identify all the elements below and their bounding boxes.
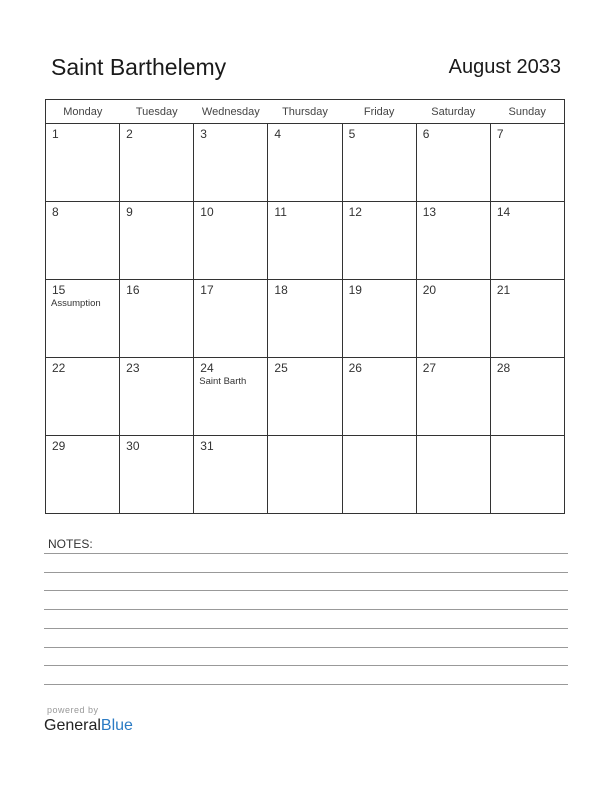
powered-by-text: powered by — [47, 705, 99, 715]
day-cell — [416, 358, 490, 436]
day-number: 24 — [200, 361, 214, 375]
day-number: 28 — [496, 361, 511, 375]
day-cell — [416, 436, 490, 514]
day-number: 2 — [126, 127, 133, 141]
week-row — [46, 280, 565, 358]
notes-line — [44, 572, 568, 573]
day-cell — [194, 280, 268, 358]
notes-line — [44, 665, 568, 666]
day-number: 9 — [126, 205, 133, 219]
day-cell — [120, 436, 194, 514]
notes-line — [44, 553, 568, 554]
week-row — [46, 358, 565, 436]
day-cell — [490, 124, 564, 202]
generalblue-logo — [44, 717, 133, 735]
day-cell — [490, 436, 564, 514]
day-number: 13 — [422, 205, 437, 219]
day-number: 18 — [274, 283, 288, 297]
holiday-label: Saint Barth — [199, 376, 247, 387]
day-cell — [268, 358, 342, 436]
day-cell — [342, 436, 416, 514]
day-number: 10 — [200, 205, 214, 219]
day-cell — [268, 124, 342, 202]
day-number: 29 — [52, 439, 66, 453]
day-number: 20 — [422, 283, 437, 297]
notes-line — [44, 628, 568, 629]
week-row — [46, 436, 565, 514]
day-number: 12 — [348, 205, 362, 219]
day-number: 22 — [52, 361, 66, 375]
day-cell — [194, 124, 268, 202]
day-cell — [194, 358, 268, 436]
day-cell — [268, 202, 342, 280]
weekday-header: Saturday — [416, 100, 490, 124]
day-cell — [46, 436, 120, 514]
calendar-title: Saint Barthelemy — [51, 54, 227, 80]
day-number: 17 — [200, 283, 214, 297]
day-number — [491, 436, 564, 439]
day-cell — [120, 280, 194, 358]
day-cell — [490, 280, 564, 358]
notes-line — [44, 647, 568, 648]
day-number: 26 — [348, 361, 362, 375]
day-cell — [342, 280, 416, 358]
day-number: 6 — [422, 127, 430, 141]
day-cell — [120, 124, 194, 202]
weekday-header: Tuesday — [120, 100, 194, 124]
day-cell — [342, 358, 416, 436]
day-number: 3 — [200, 127, 207, 141]
day-cell — [46, 124, 120, 202]
day-number — [343, 436, 416, 439]
day-number: 23 — [126, 361, 140, 375]
weekday-header-row — [46, 100, 565, 124]
day-cell — [416, 202, 490, 280]
day-number: 19 — [348, 283, 362, 297]
day-number: 21 — [496, 283, 511, 297]
calendar-grid — [45, 99, 565, 514]
day-cell — [416, 280, 490, 358]
day-number: 27 — [422, 361, 437, 375]
weekday-header: Friday — [342, 100, 416, 124]
day-number: 30 — [126, 439, 140, 453]
weekday-header: Monday — [46, 100, 120, 124]
holiday-label: Assumption — [51, 298, 101, 309]
day-number — [268, 436, 341, 439]
day-number: 8 — [52, 205, 59, 219]
notes-line — [44, 684, 568, 685]
weekday-header: Sunday — [490, 100, 564, 124]
day-cell — [46, 280, 120, 358]
day-number: 15 — [52, 283, 66, 297]
notes-line — [44, 590, 568, 591]
day-number: 16 — [126, 283, 140, 297]
week-row — [46, 202, 565, 280]
week-row — [46, 124, 565, 202]
day-cell — [46, 358, 120, 436]
day-cell — [194, 202, 268, 280]
notes-line — [44, 609, 568, 610]
day-cell — [46, 202, 120, 280]
day-cell — [120, 358, 194, 436]
brand-text-general: General — [44, 717, 101, 734]
day-number: 7 — [496, 127, 504, 141]
day-cell — [120, 202, 194, 280]
day-cell — [490, 358, 564, 436]
day-cell — [342, 124, 416, 202]
day-number — [417, 436, 490, 439]
day-cell — [268, 436, 342, 514]
day-number: 25 — [274, 361, 288, 375]
day-cell — [490, 202, 564, 280]
day-cell — [416, 124, 490, 202]
day-number: 11 — [274, 205, 287, 219]
weekday-header: Wednesday — [194, 100, 268, 124]
day-number: 5 — [348, 127, 356, 141]
day-cell — [268, 280, 342, 358]
day-cell — [194, 436, 268, 514]
calendar-month: August 2033 — [448, 56, 561, 78]
day-number: 1 — [52, 127, 59, 141]
day-number: 14 — [496, 205, 511, 219]
brand-text-blue: Blue — [100, 717, 133, 734]
notes-label: NOTES: — [48, 537, 93, 551]
weekday-header: Thursday — [268, 100, 342, 124]
day-number: 31 — [200, 439, 214, 453]
day-number: 4 — [274, 127, 282, 141]
day-cell — [342, 202, 416, 280]
